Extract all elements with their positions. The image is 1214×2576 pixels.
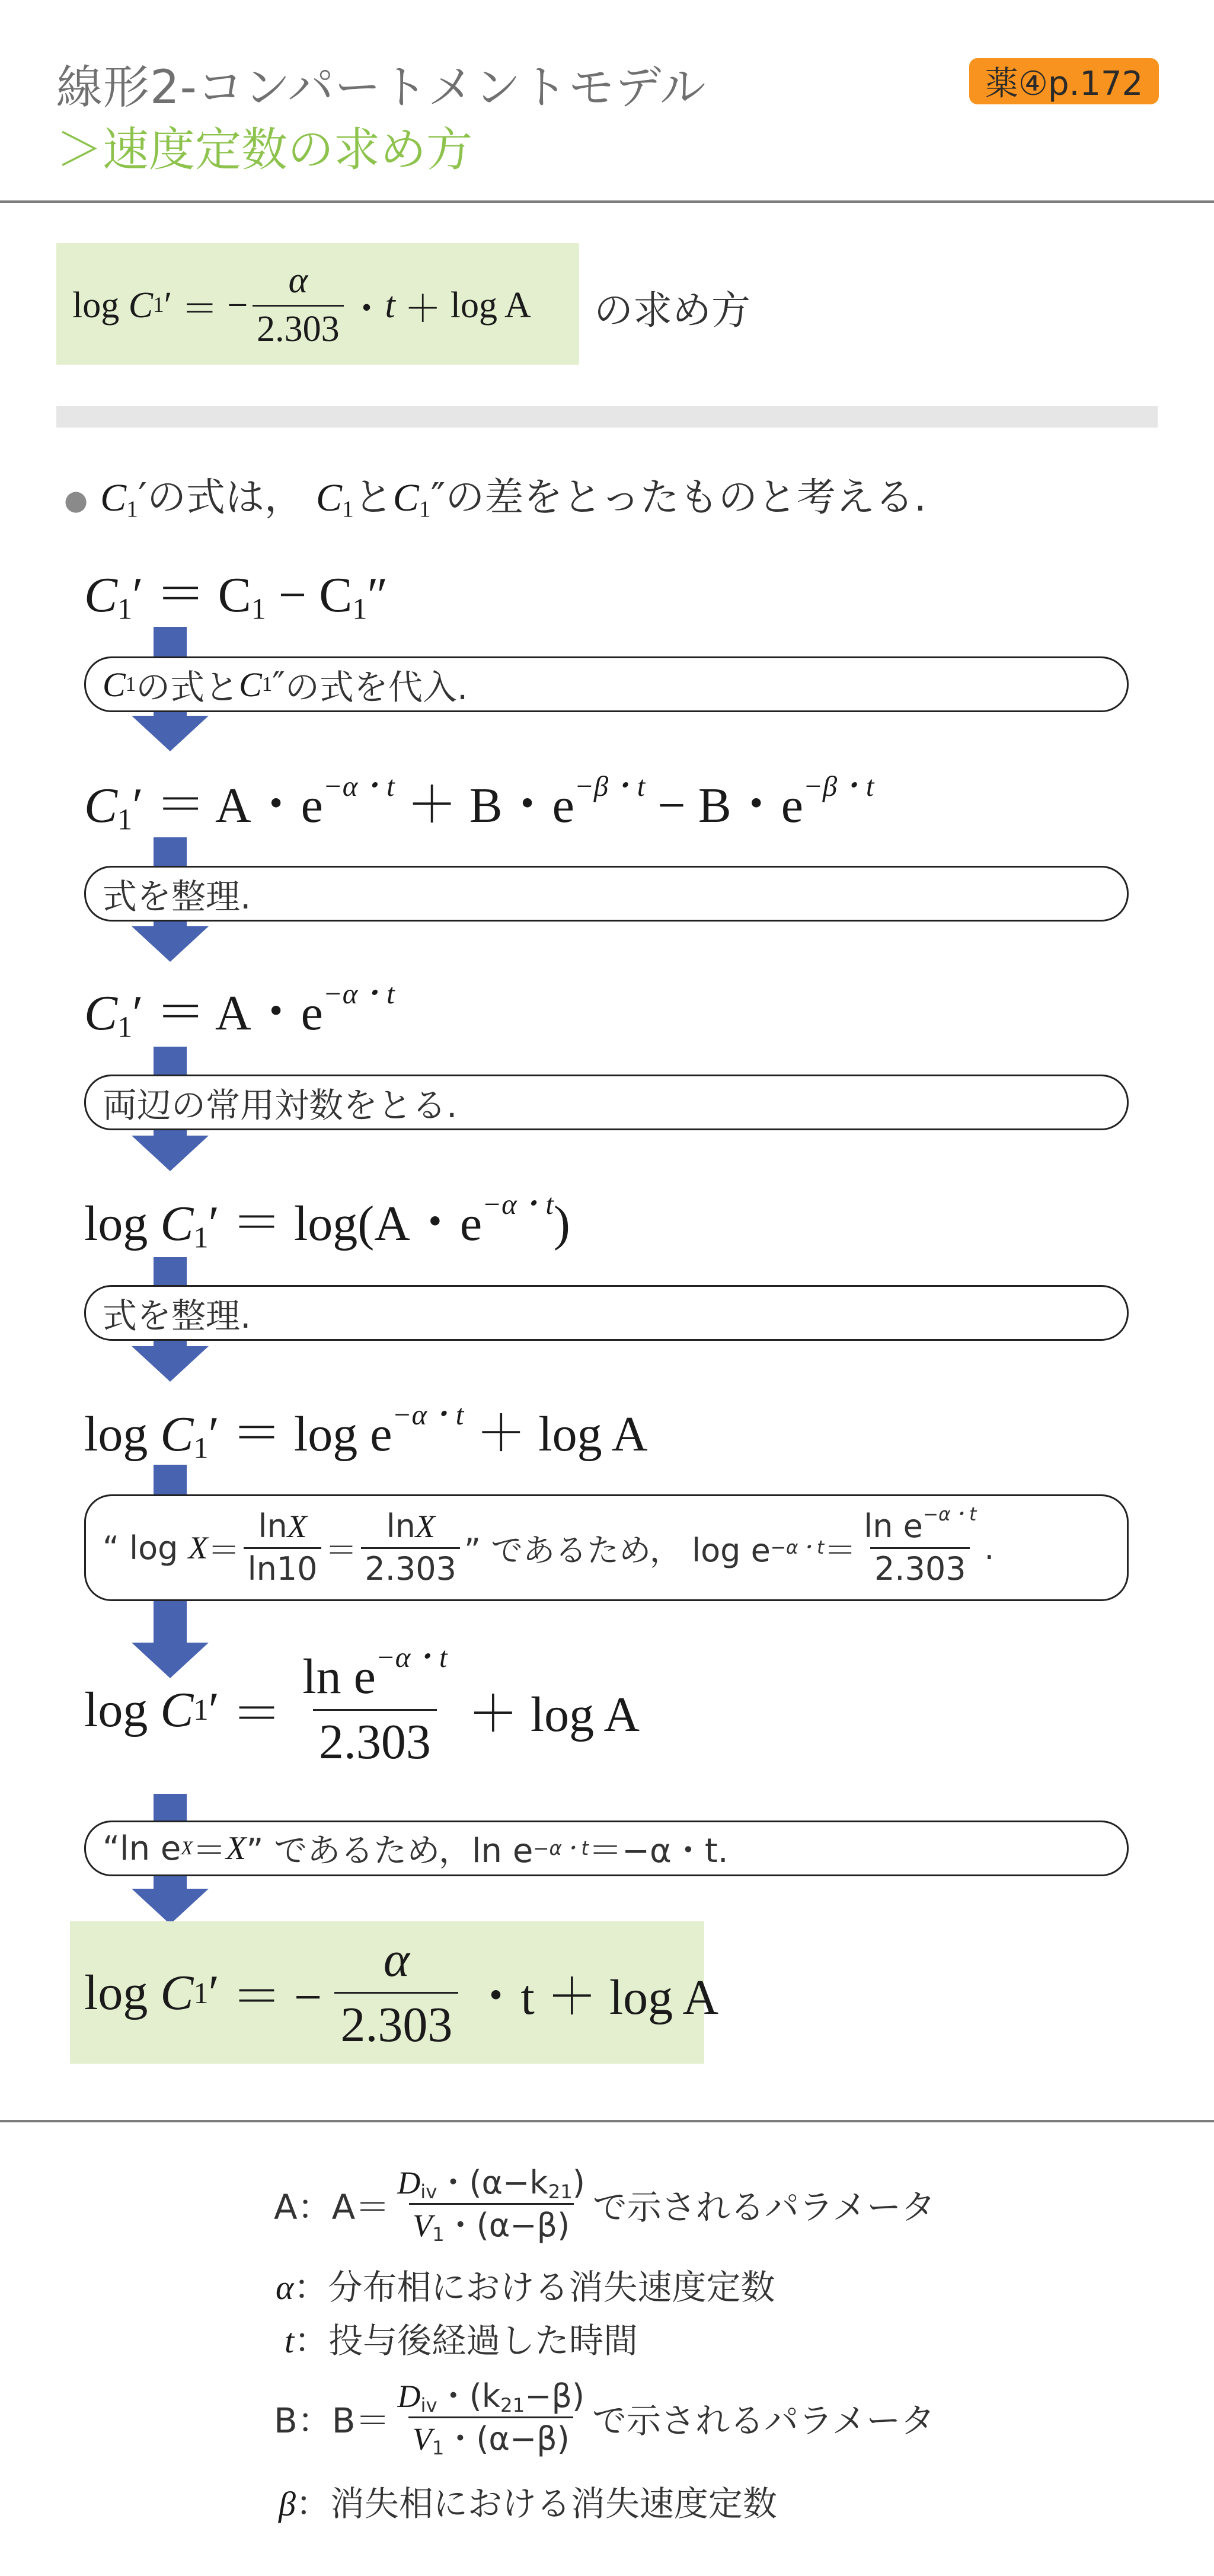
intro-text: ● $C_1'$の式は， $C_1$と$C_1''$の差をとったものと考える.	[64, 474, 927, 522]
equation-1: $C_1' = C_1 - C_1''$	[84, 568, 388, 626]
step-note-1: C 1 の式と C 1 ″ の式を代入.	[84, 656, 1129, 712]
legend-item-t: t：投与後経過した時間	[285, 2320, 638, 2361]
step-note-2: 式を整理.	[84, 866, 1129, 922]
header-divider	[0, 200, 1214, 203]
legend-divider	[0, 2120, 1214, 2122]
legend-item-alpha: α：分布相における消失速度定数	[276, 2267, 775, 2307]
heading-suffix: の求め方	[594, 288, 750, 333]
step-note-4: 式を整理.	[84, 1285, 1129, 1341]
page-title: 線形2-コンパートメントモデル	[56, 61, 707, 114]
legend-item-A: A：A＝ $\frac{D_{iv}・(\alpha-k_{21})}{V_1・(\alpha-\beta)}$ で示されるパラメータ	[274, 2164, 936, 2246]
equation-3: $C_1' = A$・$e^{-\alpha・t}$	[84, 978, 395, 1044]
equation-5: $\log C_1' = \log e^{-\alpha・t} + \log A$	[84, 1399, 648, 1465]
legend-item-B: B：B＝ $\frac{D_{iv}・(k_{21}-\beta)}{V_1・(\alpha-\beta)}$ で示されるパラメータ	[274, 2377, 935, 2459]
step-note-5: “ log X ＝ $\frac{\ln X}{\ln 10}$ ＝ $\frac{\ln X}{2.303}$ ” であるため， log e −α・t ＝ $\frac{\ln e^{-\alpha・t}}{2.303}$ .	[84, 1494, 1129, 1601]
equation-6: log C 1 ′ ＝ $\frac{\ln e^{-\alpha・t}}{2.303}$ ＋ log A	[84, 1649, 640, 1771]
result-formula: log C 1 ′ ＝ − $\frac{\alpha}{2.303}$ ・t ＋ log A	[84, 1932, 718, 2054]
equation-4: $\log C_1' = \log(A$・$e^{-\alpha・t}$)	[84, 1188, 570, 1254]
step-note-6: “ln e X ＝ X ” であるため，ln e −α・t ＝−α・t.	[84, 1821, 1129, 1876]
equation-2: $C_1' = A$・$e^{-\alpha・t} + B$・$e^{-\beta・t} - B$・$e^{-\beta・t}$	[84, 770, 874, 836]
page-reference-badge: 薬④p.172	[969, 58, 1159, 104]
heading-formula: log C 1 ′ ＝ − $\frac{\alpha}{2.303}$ ・ t ＋ log A	[72, 255, 531, 356]
step-note-3: 両辺の常用対数をとる.	[84, 1075, 1129, 1130]
bullet-icon: ●	[64, 483, 88, 516]
section-separator	[56, 406, 1158, 428]
legend-item-beta: β：消失相における消失速度定数	[279, 2483, 777, 2524]
page-subtitle: ＞速度定数の求め方	[56, 123, 473, 177]
